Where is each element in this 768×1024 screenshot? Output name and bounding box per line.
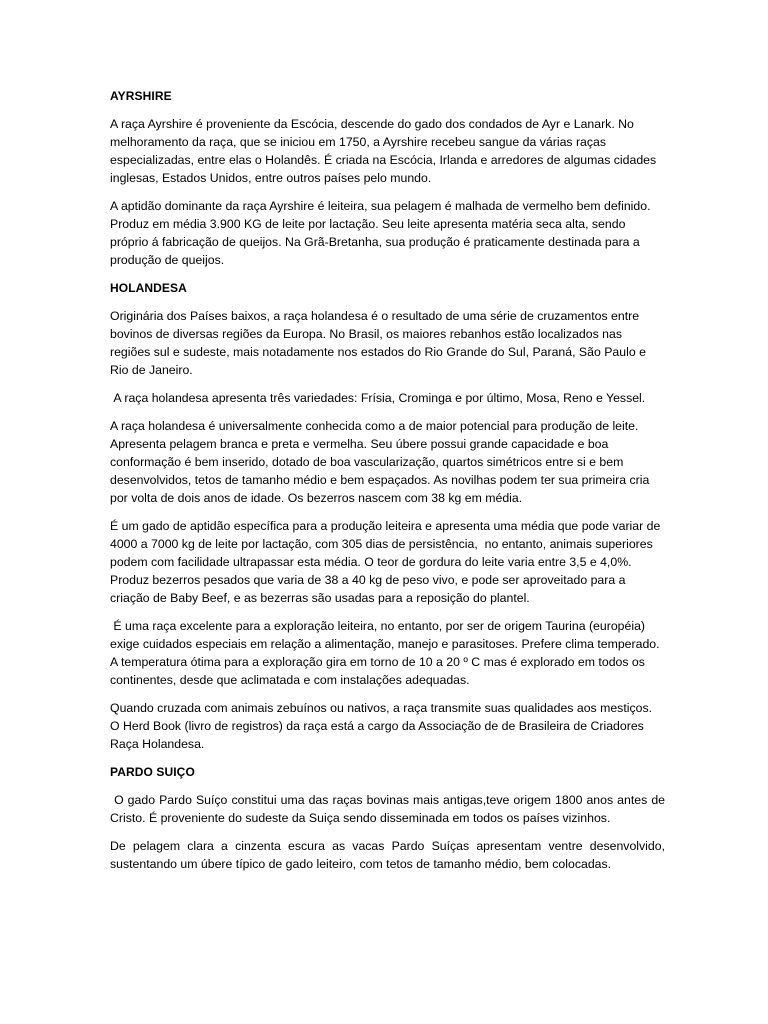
paragraph: A raça Ayrshire é proveniente da Escócia, descende do gado dos condados de Ayr e Lanark. No melhoramento da raça, que se iniciou em 1750, a Ayrshire recebeu sangue da várias raças especializadas, entre elas o Holandês. É criada na Escócia, Irlanda e arredores de algumas cidades inglesas, Estados Unidos, entre outros países pelo mundo. xyxy=(110,117,660,185)
paragraph: A aptidão dominante da raça Ayrshire é leiteira, sua pelagem é malhada de vermelho bem definido. Produz em média 3.900 KG de leite por lactação. Seu leite apresenta matéria seca alta, sendo próprio á fabricação de queijos. Na Grã-Bretanha, sua produção é praticamente destinada para a produção de queijos. xyxy=(110,199,654,267)
paragraph: Originária dos Países baixos, a raça holandesa é o resultado de uma série de cruzamentos entre bovinos de diversas regiões da Europa. No Brasil, os maiores rebanhos estão localizados nas regiões sul e sudeste, mais notadamente nos estados do Rio Grande do Sul, Paraná, São Paulo e Rio de Janeiro. xyxy=(110,309,650,377)
section-heading-ayrshire: AYRSHIRE xyxy=(110,89,172,103)
section-heading-pardo-suico: PARDO SUIÇO xyxy=(110,765,195,779)
paragraph: O gado Pardo Suíço constitui uma das raças bovinas mais antigas,teve origem 1800 anos antes de Cristo. É proveniente do sudeste da Suiça sendo disseminada em todos os países vizinhos. xyxy=(110,793,669,825)
paragraph: De pelagem clara a cinzenta escura as vacas Pardo Suíças apresentam ventre desenvolvido, sustentando um úbere típico de gado leiteiro, com tetos de tamanho médio, bem colocadas. xyxy=(110,839,669,871)
section-heading-holandesa: HOLANDESA xyxy=(110,281,187,295)
document-page xyxy=(110,87,669,883)
paragraph: A raça holandesa apresenta três variedades: Frísia, Crominga e por último, Mosa, Reno e Yessel. xyxy=(110,391,646,405)
paragraph: A raça holandesa é universalmente conhecida como a de maior potencial para produção de leite. Apresenta pelagem branca e preta e vermelha. Seu úbere possui grande capacidade e boa conformação é bem inserido, dotado de boa vascularização, quartos simétricos entre si e bem desenvolvidos, tetos de tamanho médio e bem espaçados. As novilhas podem ter sua primeira cria por volta de dois anos de idade. Os bezerros nascem com 38 kg em média. xyxy=(110,419,653,505)
paragraph: Quando cruzada com animais zebuínos ou nativos, a raça transmite suas qualidades aos mestiços. O Herd Book (livro de registros) da raça está a cargo da Associação de de Brasileira de Criadores Raça Holandesa. xyxy=(110,701,656,751)
paragraph: É uma raça excelente para a exploração leiteira, no entanto, por ser de origem Taurina (européia) exige cuidados especiais em relação a alimentação, manejo e parasitoses. Prefere clima temperado. A temperatura ótima para a exploração gira em torno de 10 a 20 º C mas é explorado em todos os continentes, desde que aclimatada e com instalações adequadas. xyxy=(110,619,663,687)
paragraph: É um gado de aptidão específica para a produção leiteira e apresenta uma média que pode variar de 4000 a 7000 kg de leite por lactação, com 305 dias de persistência, no entanto, animais superiores podem com facilidade ultrapassar esta média. O teor de gordura do leite varia entre 3,5 e 4,0%. Produz bezerros pesados que varia de 38 a 40 kg de peso vivo, e pode ser aproveitado para a criação de Baby Beef, e as bezerras são usadas para a reposição do plantel. xyxy=(110,519,664,605)
